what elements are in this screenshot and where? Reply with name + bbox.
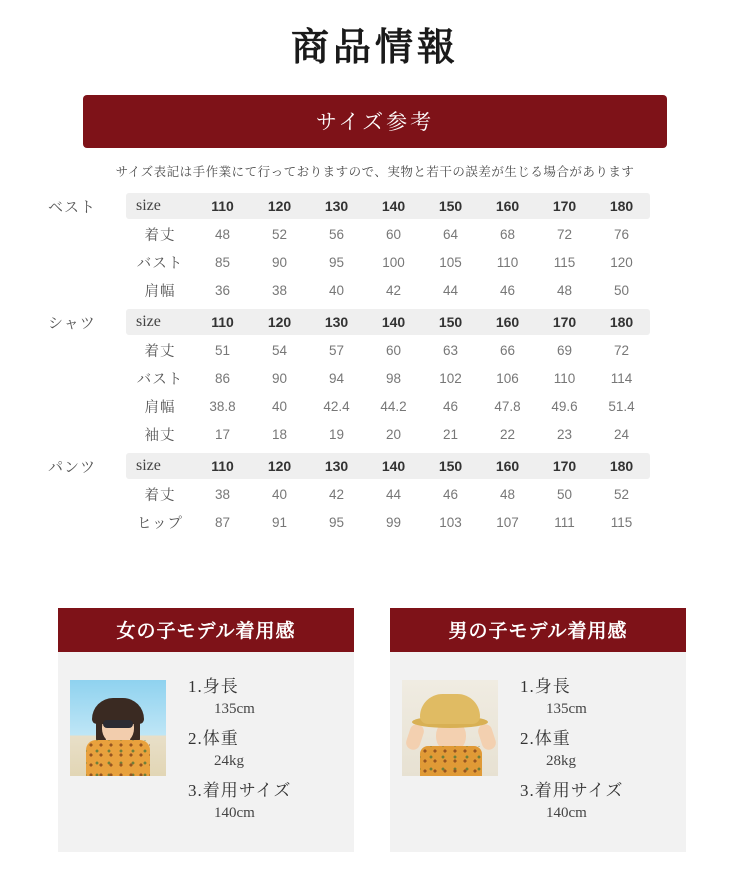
cell: 46	[499, 282, 516, 298]
cell: 42	[328, 486, 345, 502]
boy-model-photo	[402, 680, 498, 776]
cell: 48	[499, 486, 516, 502]
category-label-shirt: シャツ	[48, 315, 96, 332]
data-grid	[126, 365, 650, 391]
size-col-140: 140	[381, 198, 406, 214]
spec-value-weight: 28kg	[546, 753, 576, 769]
table-header-row	[48, 192, 750, 220]
cell: 38	[271, 282, 288, 298]
cell: 115	[610, 514, 633, 530]
girl-model-photo	[70, 680, 166, 776]
table-row	[48, 336, 750, 364]
spec-label-height: 1.身長	[188, 677, 239, 696]
size-col-120: 120	[267, 458, 292, 474]
category-label-pants: パンツ	[48, 459, 97, 476]
spec-value-worn-size: 140cm	[546, 805, 587, 821]
category-label-vest: ベスト	[48, 199, 97, 216]
size-col-130: 130	[324, 198, 349, 214]
cell: 36	[214, 282, 231, 298]
cell: 99	[385, 514, 402, 530]
cell: 66	[499, 342, 516, 358]
size-col-150: 150	[438, 458, 463, 474]
cell: 17	[214, 426, 231, 442]
cell: 69	[556, 342, 573, 358]
cell: 85	[214, 254, 231, 270]
data-grid	[126, 393, 650, 419]
spec-value-height: 135cm	[546, 701, 587, 717]
size-header-cell: size	[136, 197, 161, 214]
cell: 110	[496, 254, 519, 270]
floral-pattern-icon	[86, 740, 150, 776]
size-note: サイズ表記は手作業にて行っておりますので、実物と若干の誤差が生じる場合があります	[115, 165, 635, 179]
cell: 49.6	[551, 398, 578, 414]
cell: 114	[610, 370, 633, 386]
model-section	[0, 608, 750, 852]
size-col-130: 130	[324, 314, 349, 330]
size-col-110: 110	[211, 458, 234, 474]
cell: 111	[554, 514, 575, 530]
table-header-row	[48, 452, 750, 480]
size-col-170: 170	[552, 314, 577, 330]
spec-label-height: 1.身長	[520, 677, 571, 696]
data-grid	[126, 337, 650, 363]
cell: 50	[556, 486, 573, 502]
cell: 100	[382, 254, 405, 270]
cell: 63	[442, 342, 459, 358]
size-col-150: 150	[438, 314, 463, 330]
cell: 20	[385, 426, 402, 442]
cell: 60	[385, 342, 402, 358]
cell: 120	[610, 254, 633, 270]
cell: 44	[442, 282, 459, 298]
row-label: バスト	[136, 255, 184, 272]
cell: 47.8	[494, 398, 521, 414]
table-row	[48, 220, 750, 248]
cell: 90	[271, 370, 288, 386]
cell: 52	[271, 226, 288, 242]
model-body-boy	[390, 652, 686, 852]
boy-specs	[498, 666, 623, 834]
cell: 56	[328, 226, 345, 242]
row-label: 肩幅	[144, 283, 176, 300]
cell: 24	[613, 426, 630, 442]
cell: 54	[271, 342, 288, 358]
cell: 23	[556, 426, 573, 442]
cell: 21	[442, 426, 459, 442]
spec-label-worn-size: 3.着用サイズ	[520, 781, 624, 800]
size-col-120: 120	[267, 198, 292, 214]
size-col-180: 180	[609, 198, 634, 214]
size-table-shirt	[48, 308, 750, 448]
size-col-150: 150	[438, 198, 463, 214]
header-grid	[126, 309, 650, 335]
table-row	[48, 508, 750, 536]
table-row	[48, 364, 750, 392]
row-label: 着丈	[144, 487, 176, 504]
size-col-170: 170	[552, 198, 577, 214]
cell: 19	[328, 426, 345, 442]
model-card-boy	[390, 608, 686, 852]
table-row	[48, 420, 750, 448]
row-label: 着丈	[144, 343, 176, 360]
bucket-hat-icon	[420, 694, 480, 724]
spec-value-worn-size: 140cm	[214, 805, 255, 821]
cell: 44.2	[380, 398, 407, 414]
table-row	[48, 276, 750, 304]
cell: 90	[271, 254, 288, 270]
data-grid	[126, 277, 650, 303]
cell: 52	[613, 486, 630, 502]
header-grid	[126, 193, 650, 219]
data-grid	[126, 249, 650, 275]
cell: 22	[499, 426, 516, 442]
cell: 46	[442, 486, 459, 502]
size-col-140: 140	[381, 458, 406, 474]
cell: 95	[328, 514, 345, 530]
spec-label-worn-size: 3.着用サイズ	[188, 781, 292, 800]
size-col-110: 110	[211, 314, 234, 330]
size-col-160: 160	[495, 314, 520, 330]
cell: 42.4	[323, 398, 350, 414]
cell: 105	[439, 254, 462, 270]
floral-pattern-icon	[420, 746, 482, 776]
cell: 94	[328, 370, 345, 386]
cell: 51.4	[608, 398, 635, 414]
row-label: 肩幅	[144, 399, 176, 416]
spec-label-weight: 2.体重	[188, 729, 239, 748]
size-col-180: 180	[609, 458, 634, 474]
cell: 115	[553, 254, 576, 270]
cell: 98	[385, 370, 402, 386]
size-col-140: 140	[381, 314, 406, 330]
cell: 44	[385, 486, 402, 502]
cell: 86	[214, 370, 231, 386]
cell: 38.8	[209, 398, 236, 414]
cell: 40	[271, 486, 288, 502]
size-header-cell: size	[136, 313, 161, 330]
cell: 102	[439, 370, 462, 386]
cell: 48	[556, 282, 573, 298]
size-col-160: 160	[495, 198, 520, 214]
spec-label-weight: 2.体重	[520, 729, 571, 748]
cell: 106	[496, 370, 519, 386]
cell: 68	[499, 226, 516, 242]
page-title: 商品情報	[290, 27, 459, 69]
spec-value-weight: 24kg	[214, 753, 244, 769]
size-table-pants	[48, 452, 750, 536]
cell: 64	[442, 226, 459, 242]
size-col-180: 180	[609, 314, 634, 330]
header-grid	[126, 453, 650, 479]
model-title-girl: 女の子モデル着用感	[58, 608, 354, 652]
size-col-160: 160	[495, 458, 520, 474]
size-reference-banner: サイズ参考	[83, 95, 667, 148]
model-card-girl	[58, 608, 354, 852]
data-grid	[126, 509, 650, 535]
cell: 72	[556, 226, 573, 242]
table-row	[48, 248, 750, 276]
sunglasses-icon	[103, 720, 133, 728]
row-label: ヒップ	[136, 515, 184, 532]
cell: 76	[613, 226, 630, 242]
size-table-vest	[48, 192, 750, 304]
cell: 18	[271, 426, 288, 442]
cell: 87	[214, 514, 231, 530]
table-header-row	[48, 308, 750, 336]
cell: 103	[439, 514, 462, 530]
cell: 95	[328, 254, 345, 270]
cell: 46	[442, 398, 459, 414]
spec-value-height: 135cm	[214, 701, 255, 717]
table-row	[48, 392, 750, 420]
cell: 40	[271, 398, 288, 414]
size-col-130: 130	[324, 458, 349, 474]
table-row	[48, 480, 750, 508]
cell: 57	[328, 342, 345, 358]
size-col-120: 120	[267, 314, 292, 330]
size-col-110: 110	[211, 198, 234, 214]
data-grid	[126, 221, 650, 247]
cell: 107	[496, 514, 519, 530]
cell: 48	[214, 226, 231, 242]
size-col-170: 170	[552, 458, 577, 474]
cell: 110	[553, 370, 576, 386]
data-grid	[126, 481, 650, 507]
cell: 60	[385, 226, 402, 242]
row-label: バスト	[136, 371, 184, 388]
cell: 50	[613, 282, 630, 298]
cell: 72	[613, 342, 630, 358]
size-tables	[0, 192, 750, 536]
model-body-girl	[58, 652, 354, 852]
cell: 51	[214, 342, 231, 358]
size-header-cell: size	[136, 457, 161, 474]
girl-specs	[166, 666, 291, 834]
cell: 40	[328, 282, 345, 298]
cell: 38	[214, 486, 231, 502]
model-title-boy: 男の子モデル着用感	[390, 608, 686, 652]
data-grid	[126, 421, 650, 447]
cell: 91	[271, 514, 288, 530]
row-label: 袖丈	[144, 427, 176, 444]
row-label: 着丈	[144, 227, 176, 244]
cell: 42	[385, 282, 402, 298]
